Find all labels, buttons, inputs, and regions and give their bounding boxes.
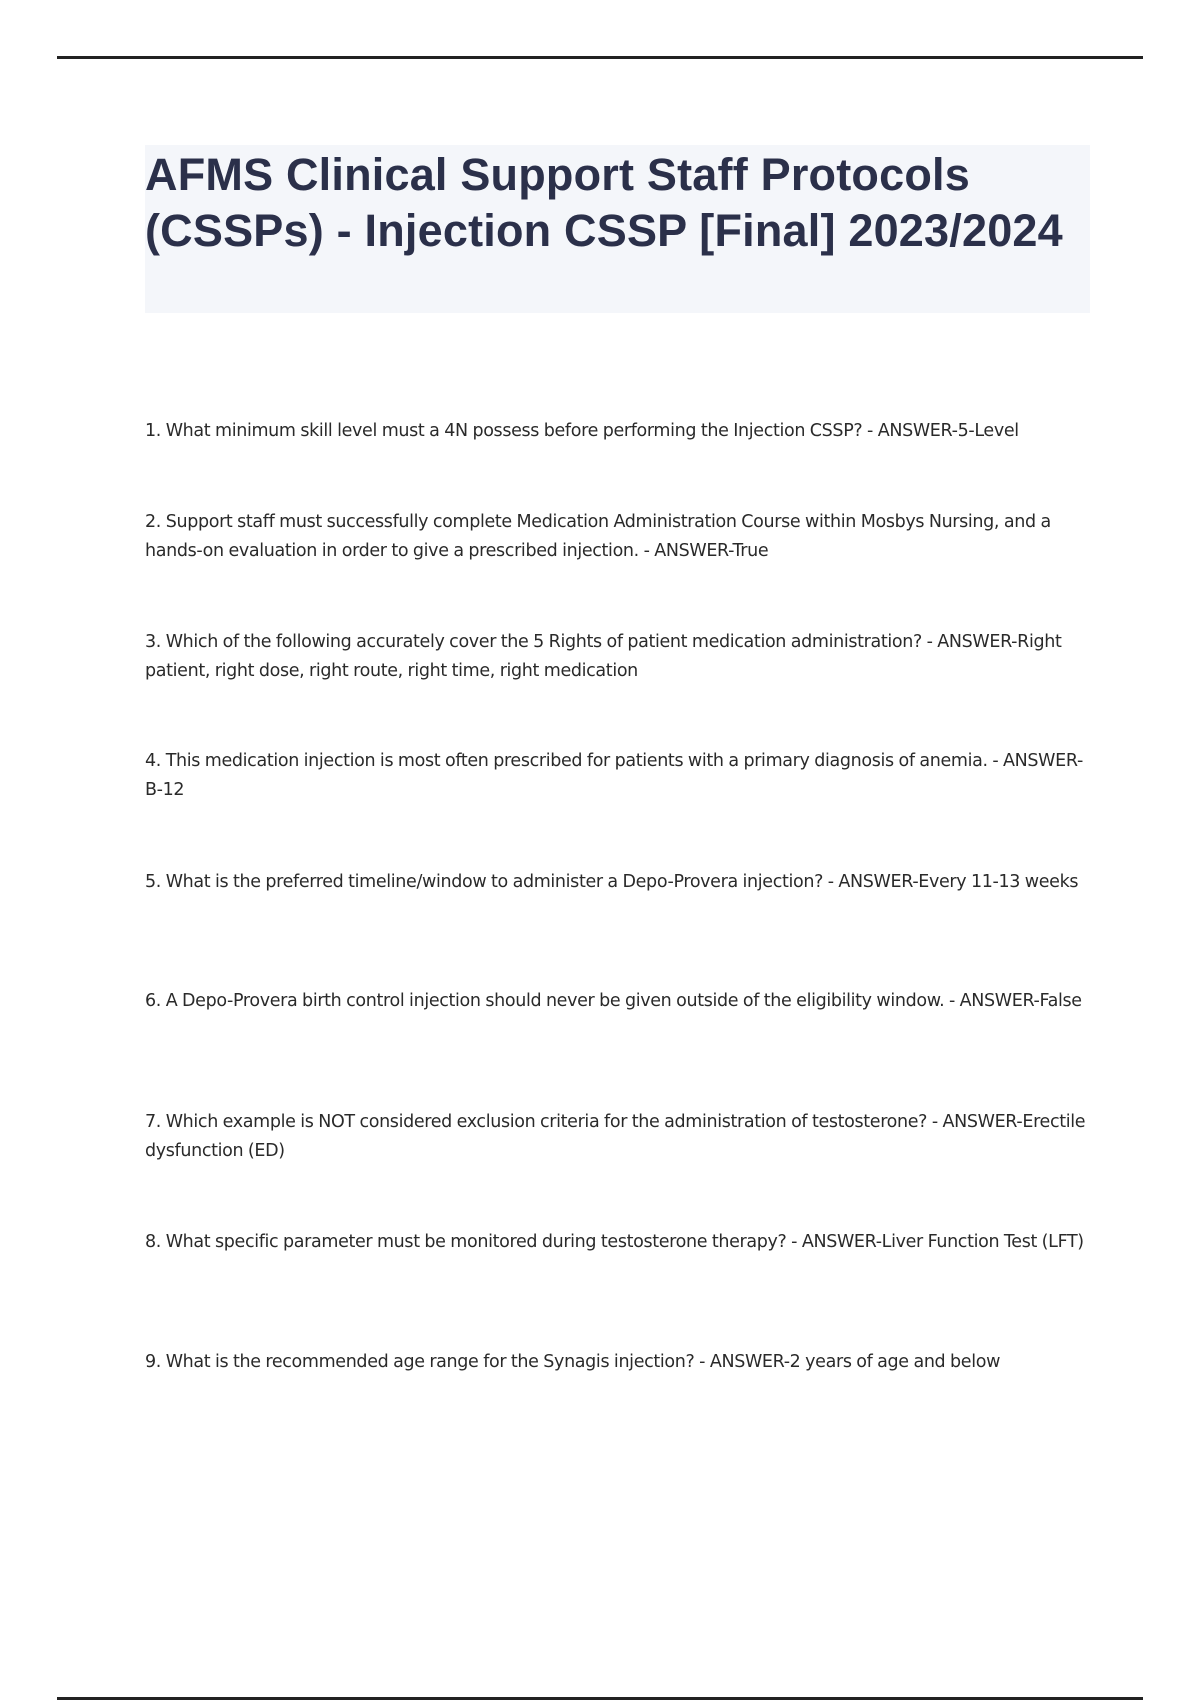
- question-item-3: 3. Which of the following accurately cover the 5 Rights of patient medication administration? - ANSWER-Right patient, right dose, right route, right time, right medication: [145, 631, 1062, 681]
- question-item-9: 9. What is the recommended age range for the Synagis injection? - ANSWER-2 years of age and below: [145, 1351, 1001, 1372]
- question-item-1: 1. What minimum skill level must a 4N possess before performing the Injection CSSP? - ANSWER-5-Level: [145, 420, 1019, 441]
- question-item-2: 2. Support staff must successfully complete Medication Administration Course within Mosbys Nursing, and a hands-on evaluation in order to give a prescribed injection. - ANSWER-True: [145, 511, 1051, 561]
- question-item-4: 4. This medication injection is most often prescribed for patients with a primary diagnosis of anemia. - ANSWER-B-12: [145, 750, 1083, 800]
- header-rule: [57, 56, 1143, 59]
- question-item-8: 8. What specific parameter must be monitored during testosterone therapy? - ANSWER-Liver Function Test (LFT): [145, 1231, 1084, 1252]
- question-item-5: 5. What is the preferred timeline/window to administer a Depo-Provera injection? - ANSWER-Every 11-13 weeks: [145, 871, 1079, 892]
- document-title: AFMS Clinical Support Staff Protocols (CSSPs) - Injection CSSP [Final] 2023/2024: [145, 149, 1063, 256]
- question-item-6: 6. A Depo-Provera birth control injection should never be given outside of the eligibility window. - ANSWER-False: [145, 990, 1082, 1011]
- question-item-7: 7. Which example is NOT considered exclusion criteria for the administration of testosterone? - ANSWER-Erectile dysfunction (ED): [145, 1111, 1086, 1161]
- title-block: [145, 145, 1090, 313]
